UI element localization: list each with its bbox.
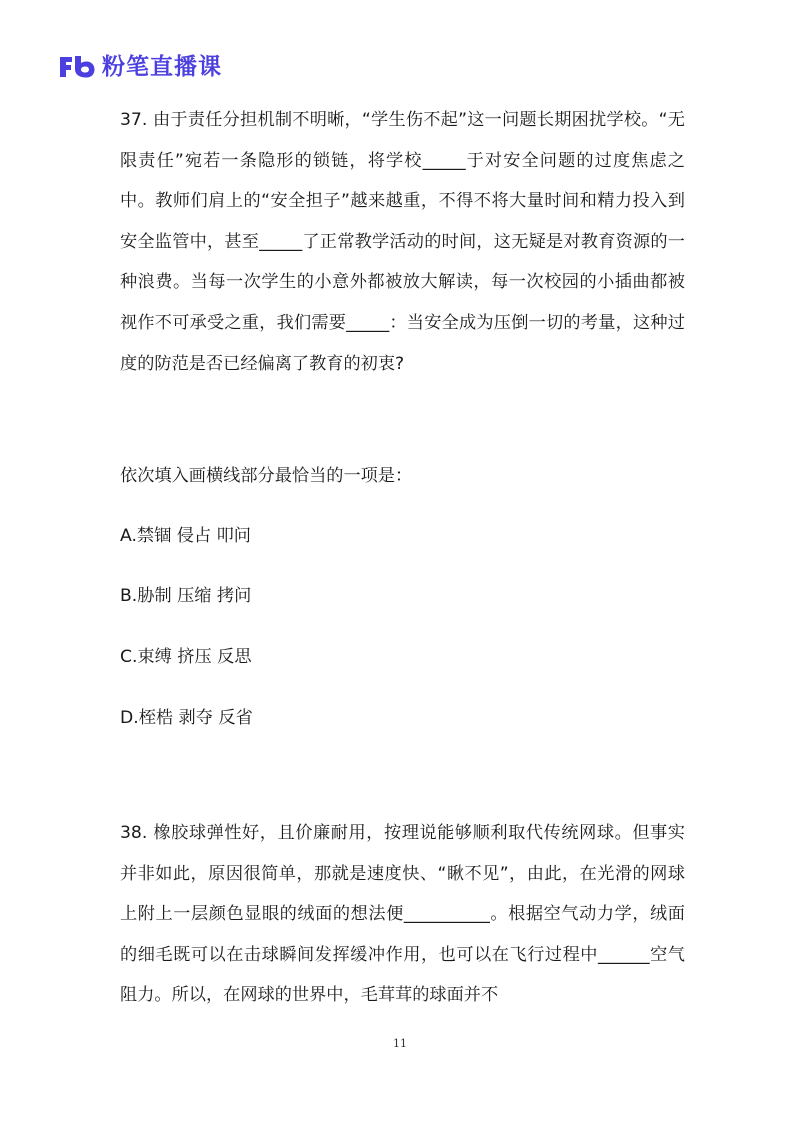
question-38 xyxy=(120,813,685,1016)
option-a: A.禁锢 侵占 叩问 xyxy=(120,526,251,546)
question-37-stem: 37. 由于责任分担机制不明晰，“学生伤不起”这一问题长期困扰学校。“无限责任”宛若一条隐形的锁链，将学校_____于对安全问题的过度焦虑之中。教师们肩上的“安全担子”越来越重，不得不将大量时间和精力投入到安全监管中，甚至_____了正常教学活动的时间，这无疑是对教育资源的一种浪费。当每一次学生的小意外都被放大解读，每一次校园的小插曲都被视作不可承受之重，我们需要_____：当安全成为压倒一切的考量，这种过度的防范是否已经偏离了教育的初衷? xyxy=(120,110,685,374)
question-37-prompt: 依次填入画横线部分最恰当的一项是： xyxy=(120,466,413,486)
option-d: D.桎梏 剥夺 反省 xyxy=(120,708,253,728)
question-38-stem: 38. 橡胶球弹性好，且价廉耐用，按理说能够顺利取代传统网球。但事实并非如此，原因很简单，那就是速度快、“瞅不见”，由此，在光滑的网球上附上一层颜色显眼的绒面的想法便__________。根据空气动力学，绒面的细毛既可以在击球瞬间发挥缓冲作用，也可以在飞行过程中______空气阻力。所以，在网球的世界中，毛茸茸的球面并不 xyxy=(120,823,685,1006)
question-37 xyxy=(120,100,685,384)
brand-name: 粉笔直播课 xyxy=(102,54,222,80)
option-b: B.胁制 压缩 拷问 xyxy=(120,586,252,606)
page-header xyxy=(58,52,222,82)
fenbi-fb-logo-icon xyxy=(58,54,96,80)
option-c: C.束缚 挤压 反思 xyxy=(120,647,252,667)
page-number: 11 xyxy=(393,1037,407,1050)
